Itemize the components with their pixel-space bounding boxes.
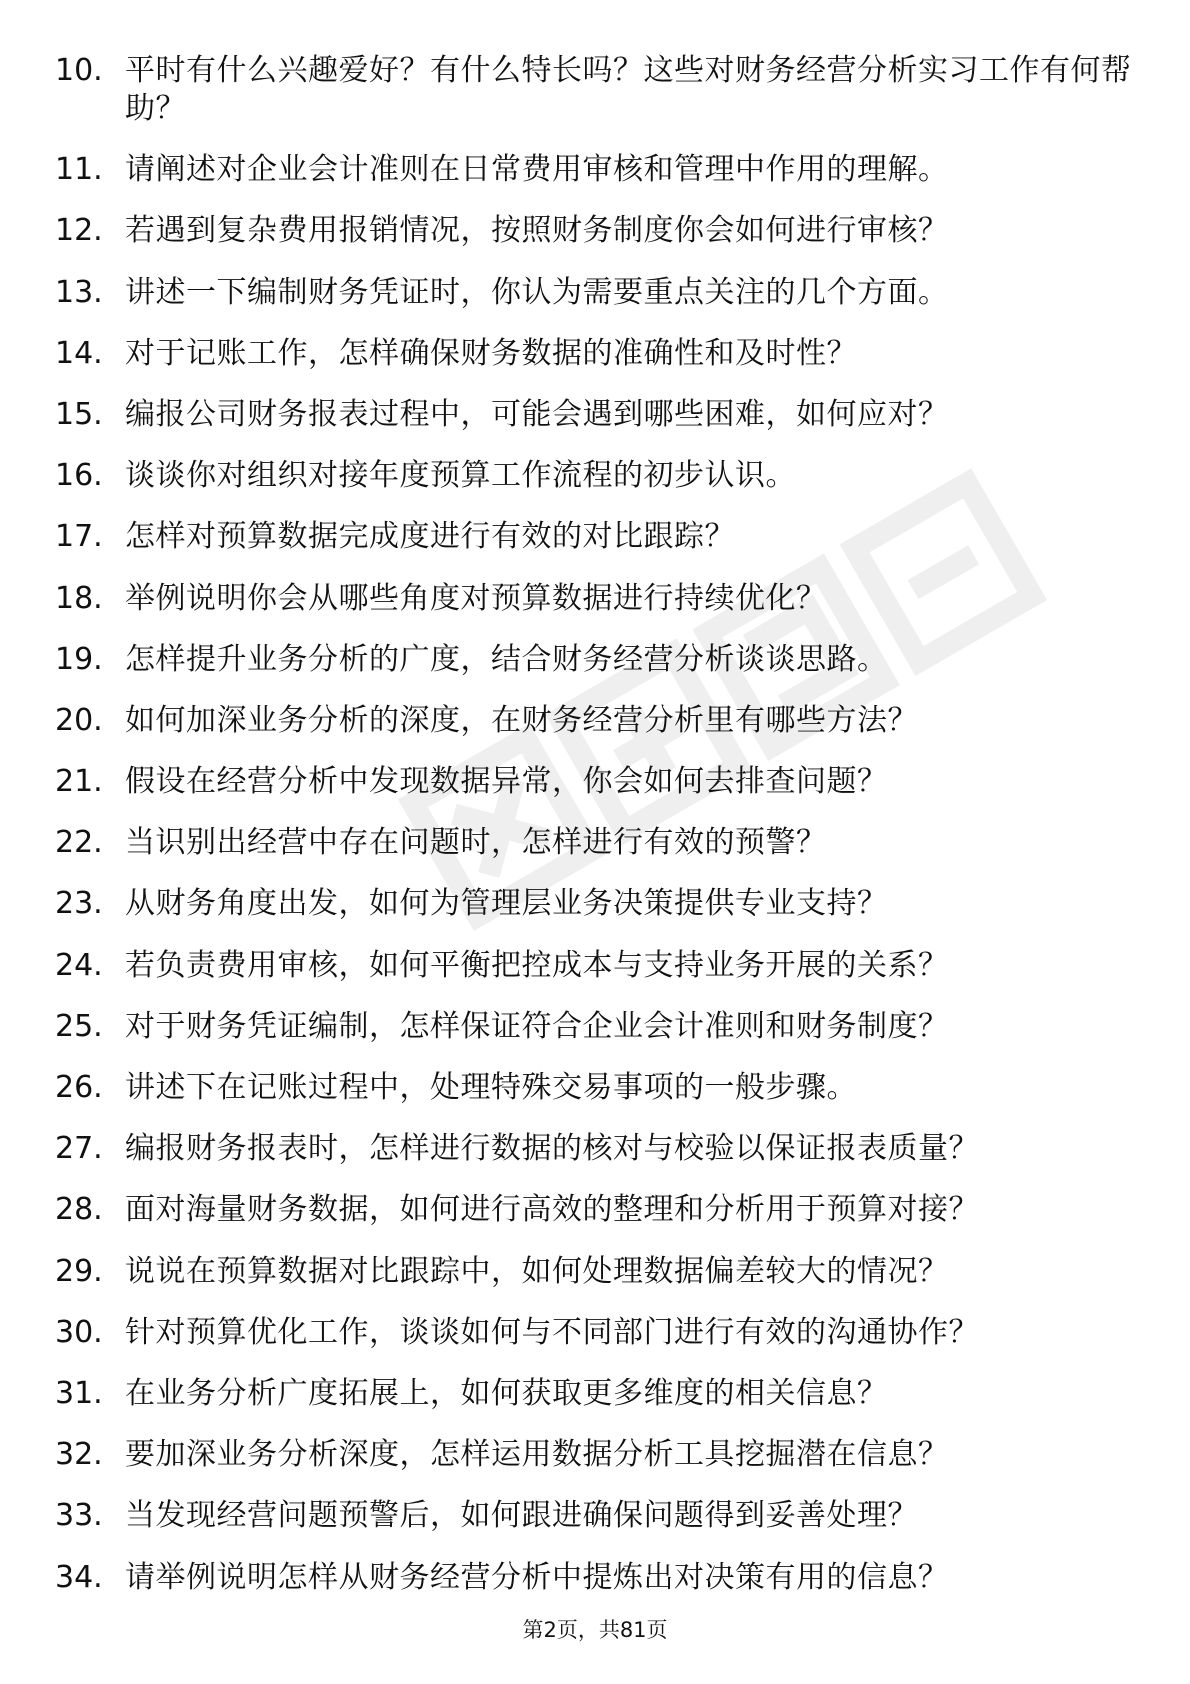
question-number: 30. xyxy=(55,1314,103,1350)
question-number: 34. xyxy=(55,1559,103,1595)
question-item xyxy=(55,1130,1135,1168)
question-number: 17. xyxy=(55,519,103,555)
question-text: 如何加深业务分析的深度，在财务经营分析里有哪些方法？ xyxy=(125,702,918,738)
question-number: 13. xyxy=(55,274,103,310)
question-text: 对于财务凭证编制，怎样保证符合企业会计准则和财务制度？ xyxy=(125,1008,949,1044)
question-text: 平时有什么兴趣爱好？有什么特长吗？这些对财务经营分析实习工作有何帮助？ xyxy=(125,53,1132,126)
question-text: 讲述下在记账过程中，处理特殊交易事项的一般步骤。 xyxy=(125,1070,857,1105)
question-text: 假设在经营分析中发现数据异常，你会如何去排查问题？ xyxy=(125,764,888,800)
question-item xyxy=(55,396,1135,434)
question-text: 若负责费用审核，如何平衡把控成本与支持业务开展的关系？ xyxy=(125,947,949,983)
question-number: 18. xyxy=(55,580,103,616)
question-number: 31. xyxy=(55,1375,103,1411)
question-text: 若遇到复杂费用报销情况，按照财务制度你会如何进行审核？ xyxy=(125,213,949,249)
question-number: 22. xyxy=(55,825,103,861)
question-number: 11. xyxy=(55,152,103,188)
question-number: 15. xyxy=(55,396,103,432)
question-text: 在业务分析广度拓展上，如何获取更多维度的相关信息？ xyxy=(125,1375,888,1411)
question-text: 要加深业务分析深度，怎样运用数据分析工具挖掘潜在信息？ xyxy=(125,1437,949,1473)
question-text: 请举例说明怎样从财务经营分析中提炼出对决策有用的信息？ xyxy=(125,1559,949,1595)
question-item xyxy=(55,580,1135,618)
question-item xyxy=(55,52,1135,128)
question-number: 16. xyxy=(55,458,103,494)
question-text: 对于记账工作，怎样确保财务数据的准确性和及时性？ xyxy=(125,335,857,371)
question-item xyxy=(55,1008,1135,1046)
question-number: 32. xyxy=(55,1437,103,1473)
question-number: 10. xyxy=(55,53,103,88)
question-item xyxy=(55,151,1135,189)
question-text: 怎样对预算数据完成度进行有效的对比跟踪？ xyxy=(125,519,735,555)
question-number: 12. xyxy=(55,213,103,249)
question-list xyxy=(55,52,1135,1620)
question-item xyxy=(55,885,1135,923)
question-item xyxy=(55,947,1135,985)
question-number: 19. xyxy=(55,641,103,677)
question-number: 14. xyxy=(55,335,103,371)
question-number: 27. xyxy=(55,1131,103,1167)
question-number: 26. xyxy=(55,1070,103,1105)
question-item xyxy=(55,641,1135,679)
question-number: 21. xyxy=(55,764,103,800)
question-number: 25. xyxy=(55,1008,103,1044)
question-item xyxy=(55,518,1135,556)
question-text: 请阐述对企业会计准则在日常费用审核和管理中作用的理解。 xyxy=(125,152,949,188)
question-text: 编报财务报表时，怎样进行数据的核对与校验以保证报表质量？ xyxy=(125,1131,979,1167)
question-number: 20. xyxy=(55,702,103,738)
question-text: 谈谈你对组织对接年度预算工作流程的初步认识。 xyxy=(125,458,796,494)
question-item xyxy=(55,824,1135,862)
question-item xyxy=(55,1497,1135,1535)
question-item xyxy=(55,457,1135,495)
question-number: 29. xyxy=(55,1253,103,1289)
question-number: 23. xyxy=(55,886,103,922)
question-text: 面对海量财务数据，如何进行高效的整理和分析用于预算对接？ xyxy=(125,1192,979,1228)
question-text: 从财务角度出发，如何为管理层业务决策提供专业支持？ xyxy=(125,886,888,922)
question-text: 针对预算优化工作，谈谈如何与不同部门进行有效的沟通协作？ xyxy=(125,1314,979,1350)
question-text: 说说在预算数据对比跟踪中，如何处理数据偏差较大的情况？ xyxy=(125,1253,949,1289)
question-item xyxy=(55,702,1135,740)
question-text: 编报公司财务报表过程中，可能会遇到哪些困难，如何应对？ xyxy=(125,396,949,432)
question-item xyxy=(55,1375,1135,1413)
question-item xyxy=(55,274,1135,312)
question-item xyxy=(55,1069,1135,1107)
page-footer: 第2页，共81页 xyxy=(522,1618,668,1642)
question-item xyxy=(55,763,1135,801)
question-item xyxy=(55,1436,1135,1474)
question-text: 讲述一下编制财务凭证时，你认为需要重点关注的几个方面。 xyxy=(125,274,949,310)
question-text: 举例说明你会从哪些角度对预算数据进行持续优化？ xyxy=(125,580,827,616)
question-text: 怎样提升业务分析的广度，结合财务经营分析谈谈思路。 xyxy=(125,641,888,677)
question-item xyxy=(55,1559,1135,1597)
question-text: 当发现经营问题预警后，如何跟进确保问题得到妥善处理？ xyxy=(125,1498,918,1534)
question-number: 28. xyxy=(55,1192,103,1228)
question-item xyxy=(55,1314,1135,1352)
question-number: 33. xyxy=(55,1498,103,1534)
question-item xyxy=(55,335,1135,373)
question-number: 24. xyxy=(55,947,103,983)
question-item xyxy=(55,1191,1135,1229)
question-text: 当识别出经营中存在问题时，怎样进行有效的预警？ xyxy=(125,825,827,861)
question-item xyxy=(55,212,1135,250)
question-item xyxy=(55,1253,1135,1291)
